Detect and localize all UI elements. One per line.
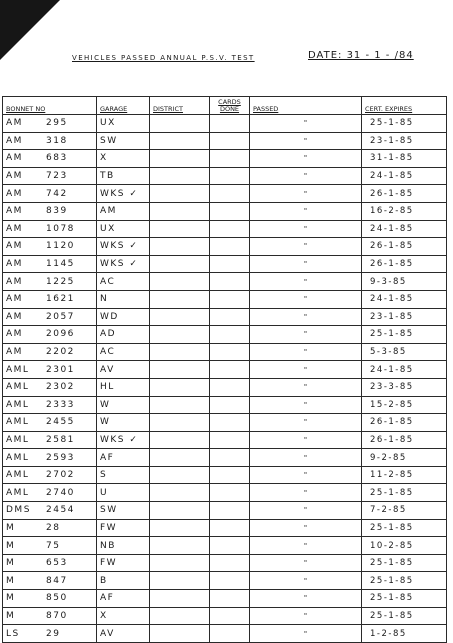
garage-cell: AF (97, 590, 150, 608)
cert-expiry-cell: 11-2-85 (362, 466, 447, 484)
bonnet-prefix: AM (6, 259, 23, 270)
district-cell (150, 414, 210, 432)
cert-expiry-cell: 15-2-85 (362, 396, 447, 414)
cert-expiry-cell: 26-1-85 (362, 414, 447, 432)
cert-expiry-cell: 9-2-85 (362, 449, 447, 467)
district-cell (150, 343, 210, 361)
bonnet-number: 723 (46, 171, 68, 182)
bonnet-number: 2096 (46, 329, 75, 340)
bonnet-no-cell (3, 343, 97, 361)
cards-done-cell (210, 484, 250, 502)
garage-cell: WKS ✓ (97, 185, 150, 203)
bonnet-prefix: AM (6, 294, 23, 305)
passed-cell: " (250, 220, 362, 238)
passed-cell: " (250, 537, 362, 555)
bonnet-no-cell (3, 202, 97, 220)
bonnet-no-cell (3, 607, 97, 625)
bonnet-number: 1145 (46, 259, 75, 270)
district-cell (150, 449, 210, 467)
bonnet-number: 839 (46, 206, 68, 217)
bonnet-prefix: M (6, 575, 16, 586)
cards-done-cell (210, 431, 250, 449)
cards-done-cell (210, 273, 250, 291)
bonnet-number: 2057 (46, 311, 75, 322)
bonnet-no-cell (3, 220, 97, 238)
bonnet-no-cell (3, 414, 97, 432)
bonnet-no-cell (3, 255, 97, 273)
bonnet-prefix: M (6, 522, 16, 533)
cards-done-cell (210, 185, 250, 203)
bonnet-prefix: M (6, 610, 16, 621)
bonnet-prefix: AML (6, 470, 30, 481)
garage-cell: W (97, 396, 150, 414)
bonnet-no-cell (3, 185, 97, 203)
bonnet-prefix: DMS (6, 505, 31, 516)
bonnet-prefix: LS (6, 628, 20, 639)
bonnet-no-cell (3, 273, 97, 291)
passed-cell: " (250, 238, 362, 256)
cards-done-cell (210, 607, 250, 625)
garage-cell: WD (97, 308, 150, 326)
passed-cell: " (250, 273, 362, 291)
table-row (3, 378, 447, 396)
table-row (3, 554, 447, 572)
cards-done-cell (210, 343, 250, 361)
table-row (3, 572, 447, 590)
table-row (3, 484, 447, 502)
cards-done-cell (210, 167, 250, 185)
cert-expiry-cell: 23-3-85 (362, 378, 447, 396)
bonnet-prefix: AM (6, 311, 23, 322)
garage-cell: WKS ✓ (97, 431, 150, 449)
district-cell (150, 431, 210, 449)
passed-cell: " (250, 449, 362, 467)
cards-done-cell (210, 150, 250, 168)
passed-cell: " (250, 150, 362, 168)
district-cell (150, 220, 210, 238)
passed-cell: " (250, 607, 362, 625)
bonnet-prefix: AM (6, 241, 23, 252)
bonnet-number: 1078 (46, 223, 75, 234)
passed-cell: " (250, 361, 362, 379)
cards-done-cell (210, 326, 250, 344)
bonnet-number: 653 (46, 558, 68, 569)
garage-cell: WKS ✓ (97, 238, 150, 256)
passed-cell: " (250, 255, 362, 273)
table-row (3, 273, 447, 291)
cert-expiry-cell: 26-1-85 (362, 431, 447, 449)
district-cell (150, 361, 210, 379)
cards-done-cell (210, 255, 250, 273)
table-row (3, 449, 447, 467)
district-cell (150, 519, 210, 537)
bonnet-number: 2593 (46, 452, 75, 463)
table-row (3, 167, 447, 185)
bonnet-prefix: AM (6, 329, 23, 340)
bonnet-no-cell (3, 449, 97, 467)
bonnet-no-cell (3, 132, 97, 150)
table-row (3, 343, 447, 361)
header-garage: GARAGE (97, 97, 150, 115)
passed-cell: " (250, 167, 362, 185)
bonnet-prefix: AML (6, 417, 30, 428)
passed-cell: " (250, 343, 362, 361)
table-header-row (3, 97, 447, 115)
cards-done-cell (210, 572, 250, 590)
bonnet-no-cell (3, 572, 97, 590)
bonnet-no-cell (3, 167, 97, 185)
cards-done-cell (210, 238, 250, 256)
bonnet-prefix: AM (6, 276, 23, 287)
cert-expiry-cell: 25-1-85 (362, 326, 447, 344)
cert-expiry-cell: 10-2-85 (362, 537, 447, 555)
passed-cell: " (250, 378, 362, 396)
garage-cell: W (97, 414, 150, 432)
bonnet-number: 2702 (46, 470, 75, 481)
garage-cell: B (97, 572, 150, 590)
cards-done-cell (210, 554, 250, 572)
bonnet-no-cell (3, 290, 97, 308)
table-row (3, 308, 447, 326)
garage-cell: HL (97, 378, 150, 396)
cards-done-cell (210, 132, 250, 150)
bonnet-no-cell (3, 431, 97, 449)
table-row (3, 466, 447, 484)
bonnet-number: 1225 (46, 276, 75, 287)
passed-cell: " (250, 572, 362, 590)
document-date: DATE: 31 - 1 - /84 (308, 50, 414, 61)
bonnet-number: 847 (46, 575, 68, 586)
table-row (3, 590, 447, 608)
district-cell (150, 255, 210, 273)
cards-done-cell (210, 590, 250, 608)
cert-expiry-cell: 24-1-85 (362, 290, 447, 308)
table-row (3, 607, 447, 625)
bonnet-number: 2454 (46, 505, 75, 516)
bonnet-no-cell (3, 590, 97, 608)
table-row (3, 290, 447, 308)
bonnet-no-cell (3, 308, 97, 326)
cert-expiry-cell: 1-2-85 (362, 625, 447, 643)
bonnet-no-cell (3, 361, 97, 379)
cert-expiry-cell: 7-2-85 (362, 502, 447, 520)
bonnet-prefix: AML (6, 434, 30, 445)
bonnet-prefix: AM (6, 153, 23, 164)
district-cell (150, 290, 210, 308)
bonnet-prefix: AM (6, 347, 23, 358)
garage-cell: FW (97, 554, 150, 572)
passed-cell: " (250, 484, 362, 502)
header-bonnet-no: BONNET NO (3, 97, 97, 115)
bonnet-number: 1120 (46, 241, 75, 252)
district-cell (150, 378, 210, 396)
table-row (3, 502, 447, 520)
cert-expiry-cell: 5-3-85 (362, 343, 447, 361)
bonnet-prefix: AM (6, 223, 23, 234)
bonnet-number: 742 (46, 188, 68, 199)
cards-done-cell (210, 414, 250, 432)
cards-done-cell (210, 115, 250, 133)
table-row (3, 414, 447, 432)
passed-cell: " (250, 554, 362, 572)
table-row (3, 185, 447, 203)
district-cell (150, 132, 210, 150)
garage-cell: FW (97, 519, 150, 537)
table-row (3, 255, 447, 273)
bonnet-prefix: M (6, 558, 16, 569)
garage-cell: X (97, 150, 150, 168)
cert-expiry-cell: 25-1-85 (362, 519, 447, 537)
passed-cell: " (250, 431, 362, 449)
bonnet-prefix: AML (6, 487, 30, 498)
cert-expiry-cell: 31-1-85 (362, 150, 447, 168)
table-row (3, 396, 447, 414)
passed-cell: " (250, 502, 362, 520)
garage-cell: SW (97, 132, 150, 150)
bonnet-number: 2333 (46, 399, 75, 410)
garage-cell: N (97, 290, 150, 308)
district-cell (150, 185, 210, 203)
garage-cell: SW (97, 502, 150, 520)
cards-done-cell (210, 361, 250, 379)
district-cell (150, 326, 210, 344)
cert-expiry-cell: 25-1-85 (362, 554, 447, 572)
cards-done-cell (210, 290, 250, 308)
bonnet-prefix: AML (6, 399, 30, 410)
bonnet-prefix: M (6, 540, 16, 551)
bonnet-no-cell (3, 396, 97, 414)
bonnet-no-cell (3, 466, 97, 484)
table-row (3, 519, 447, 537)
cert-expiry-cell: 25-1-85 (362, 572, 447, 590)
garage-cell: AF (97, 449, 150, 467)
bonnet-number: 1621 (46, 294, 75, 305)
cards-done-cell (210, 202, 250, 220)
bonnet-prefix: AM (6, 171, 23, 182)
cards-done-cell (210, 519, 250, 537)
table-row (3, 238, 447, 256)
cert-expiry-cell: 24-1-85 (362, 167, 447, 185)
bonnet-no-cell (3, 238, 97, 256)
document-title: VEHICLES PASSED ANNUAL P.S.V. TEST (72, 54, 255, 62)
bonnet-no-cell (3, 537, 97, 555)
passed-cell: " (250, 308, 362, 326)
cert-expiry-cell: 23-1-85 (362, 308, 447, 326)
bonnet-number: 2455 (46, 417, 75, 428)
passed-cell: " (250, 590, 362, 608)
header-cert-expires: CERT. EXPIRES (362, 97, 447, 115)
garage-cell: NB (97, 537, 150, 555)
district-cell (150, 238, 210, 256)
passed-cell: " (250, 132, 362, 150)
bonnet-number: 683 (46, 153, 68, 164)
bonnet-prefix: AML (6, 452, 30, 463)
bonnet-prefix: AM (6, 118, 23, 129)
garage-cell: UX (97, 220, 150, 238)
bonnet-no-cell (3, 554, 97, 572)
bonnet-number: 75 (46, 540, 61, 551)
garage-cell: AC (97, 343, 150, 361)
passed-cell: " (250, 202, 362, 220)
cert-expiry-cell: 26-1-85 (362, 238, 447, 256)
bonnet-no-cell (3, 502, 97, 520)
passed-cell: " (250, 466, 362, 484)
table-row (3, 220, 447, 238)
district-cell (150, 466, 210, 484)
passed-cell: " (250, 519, 362, 537)
cards-done-cell (210, 466, 250, 484)
bonnet-number: 2202 (46, 347, 75, 358)
cert-expiry-cell: 25-1-85 (362, 115, 447, 133)
cert-expiry-cell: 26-1-85 (362, 185, 447, 203)
table-row (3, 132, 447, 150)
garage-cell: UX (97, 115, 150, 133)
district-cell (150, 202, 210, 220)
garage-cell: AV (97, 361, 150, 379)
bonnet-prefix: AML (6, 382, 30, 393)
district-cell (150, 308, 210, 326)
bonnet-no-cell (3, 326, 97, 344)
table-row (3, 326, 447, 344)
district-cell (150, 167, 210, 185)
district-cell (150, 502, 210, 520)
district-cell (150, 554, 210, 572)
passed-cell: " (250, 414, 362, 432)
cards-done-cell (210, 537, 250, 555)
table-row (3, 115, 447, 133)
bonnet-number: 2302 (46, 382, 75, 393)
bonnet-prefix: AM (6, 188, 23, 199)
garage-cell: U (97, 484, 150, 502)
header-district: DISTRICT (150, 97, 210, 115)
cards-done-cell (210, 378, 250, 396)
cards-done-cell (210, 449, 250, 467)
district-cell (150, 607, 210, 625)
garage-cell: AM (97, 202, 150, 220)
cards-done-cell (210, 396, 250, 414)
district-cell (150, 484, 210, 502)
cert-expiry-cell: 25-1-85 (362, 484, 447, 502)
cert-expiry-cell: 23-1-85 (362, 132, 447, 150)
bonnet-number: 29 (46, 628, 61, 639)
district-cell (150, 273, 210, 291)
bonnet-prefix: AM (6, 206, 23, 217)
bonnet-number: 870 (46, 610, 68, 621)
cards-done-cell (210, 220, 250, 238)
district-cell (150, 537, 210, 555)
bonnet-no-cell (3, 519, 97, 537)
cards-done-cell (210, 308, 250, 326)
garage-cell: AV (97, 625, 150, 643)
passed-cell: " (250, 326, 362, 344)
district-cell (150, 115, 210, 133)
table-row (3, 361, 447, 379)
bonnet-number: 295 (46, 118, 68, 129)
passed-cell: " (250, 625, 362, 643)
district-cell (150, 572, 210, 590)
bonnet-number: 318 (46, 135, 68, 146)
cert-expiry-cell: 24-1-85 (362, 361, 447, 379)
bonnet-number: 2301 (46, 364, 75, 375)
district-cell (150, 150, 210, 168)
cert-expiry-cell: 26-1-85 (362, 255, 447, 273)
scan-shadow-corner (0, 0, 60, 60)
table-row (3, 431, 447, 449)
bonnet-number: 2581 (46, 434, 75, 445)
table-row (3, 150, 447, 168)
bonnet-prefix: AML (6, 364, 30, 375)
bonnet-number: 850 (46, 593, 68, 604)
bonnet-number: 28 (46, 522, 61, 533)
header-passed: PASSED (250, 97, 362, 115)
passed-cell: " (250, 396, 362, 414)
garage-cell: S (97, 466, 150, 484)
table-row (3, 202, 447, 220)
garage-cell: TB (97, 167, 150, 185)
header-cards-done (210, 97, 250, 115)
garage-cell: X (97, 607, 150, 625)
bonnet-no-cell (3, 115, 97, 133)
cert-expiry-cell: 25-1-85 (362, 590, 447, 608)
bonnet-prefix: AM (6, 135, 23, 146)
bonnet-no-cell (3, 484, 97, 502)
garage-cell: WKS ✓ (97, 255, 150, 273)
district-cell (150, 396, 210, 414)
garage-cell: AD (97, 326, 150, 344)
passed-cell: " (250, 185, 362, 203)
bonnet-no-cell (3, 150, 97, 168)
bonnet-no-cell (3, 378, 97, 396)
cert-expiry-cell: 25-1-85 (362, 607, 447, 625)
district-cell (150, 590, 210, 608)
header-done-label: DONE (219, 105, 240, 113)
passed-cell: " (250, 115, 362, 133)
vehicle-test-table (2, 96, 447, 643)
cards-done-cell (210, 502, 250, 520)
cert-expiry-cell: 9-3-85 (362, 273, 447, 291)
garage-cell: AC (97, 273, 150, 291)
bonnet-prefix: M (6, 593, 16, 604)
passed-cell: " (250, 290, 362, 308)
bonnet-number: 2740 (46, 487, 75, 498)
cert-expiry-cell: 24-1-85 (362, 220, 447, 238)
cert-expiry-cell: 16-2-85 (362, 202, 447, 220)
table-row (3, 537, 447, 555)
header-cards-label: CARDS (218, 98, 241, 106)
